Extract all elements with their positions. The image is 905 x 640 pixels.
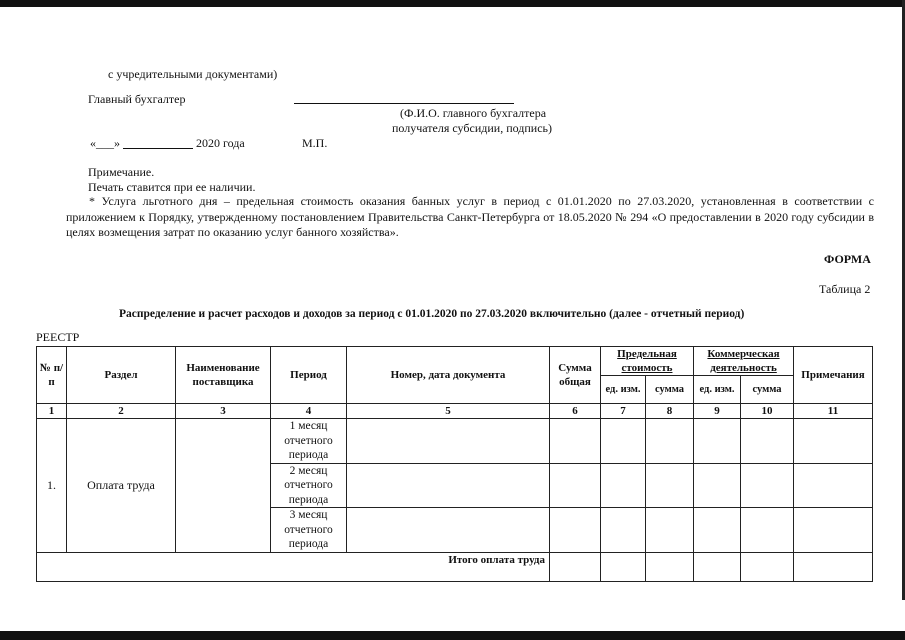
cell xyxy=(741,508,794,553)
col-number: 6 xyxy=(550,404,601,419)
cell xyxy=(741,552,794,581)
col-header-period: Период xyxy=(271,347,347,404)
cell xyxy=(741,463,794,508)
row-section: Оплата труда xyxy=(67,419,176,553)
cell xyxy=(646,419,694,464)
col-number: 11 xyxy=(794,404,873,419)
cell xyxy=(550,463,601,508)
table-row xyxy=(37,419,873,464)
cell xyxy=(741,419,794,464)
col-header-notes: Примечания xyxy=(794,347,873,404)
row-supplier-cell xyxy=(176,419,271,553)
row-period-3: 3 месяц отчетного периода xyxy=(271,508,347,553)
cell xyxy=(347,508,550,553)
date-year: 2020 года xyxy=(196,136,245,150)
col-header-supplier: Наименование поставщика xyxy=(176,347,271,404)
date-month-line xyxy=(123,148,193,149)
row-period-1: 1 месяц отчетного периода xyxy=(271,419,347,464)
form-label: ФОРМА xyxy=(824,252,871,266)
cell xyxy=(646,508,694,553)
total-row xyxy=(37,552,873,581)
col-header-commercial-unit: ед. изм. xyxy=(694,376,741,404)
cell xyxy=(550,419,601,464)
column-numbers-row xyxy=(37,404,873,419)
signature-caption-1: (Ф.И.О. главного бухгалтера xyxy=(400,106,547,120)
col-header-document: Номер, дата документа xyxy=(347,347,550,404)
cell xyxy=(601,463,646,508)
cell xyxy=(601,419,646,464)
row-number: 1. xyxy=(37,419,67,553)
col-header-commercial: Коммерческая деятельность xyxy=(694,347,794,376)
col-header-num: № п/п xyxy=(37,347,67,404)
chief-accountant-label: Главный бухгалтер xyxy=(88,92,186,106)
cell xyxy=(347,419,550,464)
col-number: 5 xyxy=(347,404,550,419)
col-header-total: Сумма общая xyxy=(550,347,601,404)
cell xyxy=(694,552,741,581)
col-number: 9 xyxy=(694,404,741,419)
col-number: 2 xyxy=(67,404,176,419)
col-header-limit-sum: сумма xyxy=(646,376,694,404)
cell xyxy=(550,552,601,581)
cell xyxy=(794,463,873,508)
date-prefix: «___» xyxy=(90,136,120,150)
document-title: Распределение и расчет расходов и доходов за период с 01.01.2020 по 27.03.2020 включительно (далее - отчетный период) xyxy=(119,308,745,320)
scan-top-edge xyxy=(0,0,905,7)
cell xyxy=(794,419,873,464)
cell xyxy=(694,463,741,508)
signature-line xyxy=(294,103,514,104)
cell xyxy=(646,463,694,508)
col-number: 10 xyxy=(741,404,794,419)
cell xyxy=(601,552,646,581)
notes-title: Примечание. xyxy=(88,165,155,179)
cell xyxy=(347,463,550,508)
col-header-limit-unit: ед. изм. xyxy=(601,376,646,404)
notes-line: Печать ставится при ее наличии. xyxy=(88,180,256,194)
cell xyxy=(646,552,694,581)
cell xyxy=(694,419,741,464)
registry-table xyxy=(36,346,873,582)
cell xyxy=(601,508,646,553)
registry-label: РЕЕСТР xyxy=(36,330,80,344)
cell xyxy=(550,508,601,553)
col-number: 7 xyxy=(601,404,646,419)
cell xyxy=(794,508,873,553)
stamp-label: М.П. xyxy=(302,136,328,150)
cell xyxy=(794,552,873,581)
col-header-section: Раздел xyxy=(67,347,176,404)
signature-caption-2: получателя субсидии, подпись) xyxy=(392,121,553,135)
col-header-limit-cost: Предельная стоимость xyxy=(601,347,694,376)
col-number: 4 xyxy=(271,404,347,419)
col-number: 8 xyxy=(646,404,694,419)
col-header-commercial-sum: сумма xyxy=(741,376,794,404)
table-label: Таблица 2 xyxy=(819,282,871,296)
col-number: 1 xyxy=(37,404,67,419)
asterisk-note: * Услуга льготного дня – предельная стоимость оказания банных услуг в период с 01.01.2020 по 27.03.2020, установленная в соответствии с приложением к Порядку, утвержденному постановлением Правительства Санкт-Петербурга от 18.05.2020 № 294 «О предоставлении в 2020 году субсидии в целях возмещения затрат по оказанию услуг банного хозяйства». xyxy=(66,194,874,239)
col-number: 3 xyxy=(176,404,271,419)
cell xyxy=(694,508,741,553)
row-period-2: 2 месяц отчетного периода xyxy=(271,463,347,508)
founding-docs-line: с учредительными документами) xyxy=(108,67,278,81)
scan-bottom-edge xyxy=(0,631,905,640)
total-label: Итого оплата труда xyxy=(37,552,550,581)
